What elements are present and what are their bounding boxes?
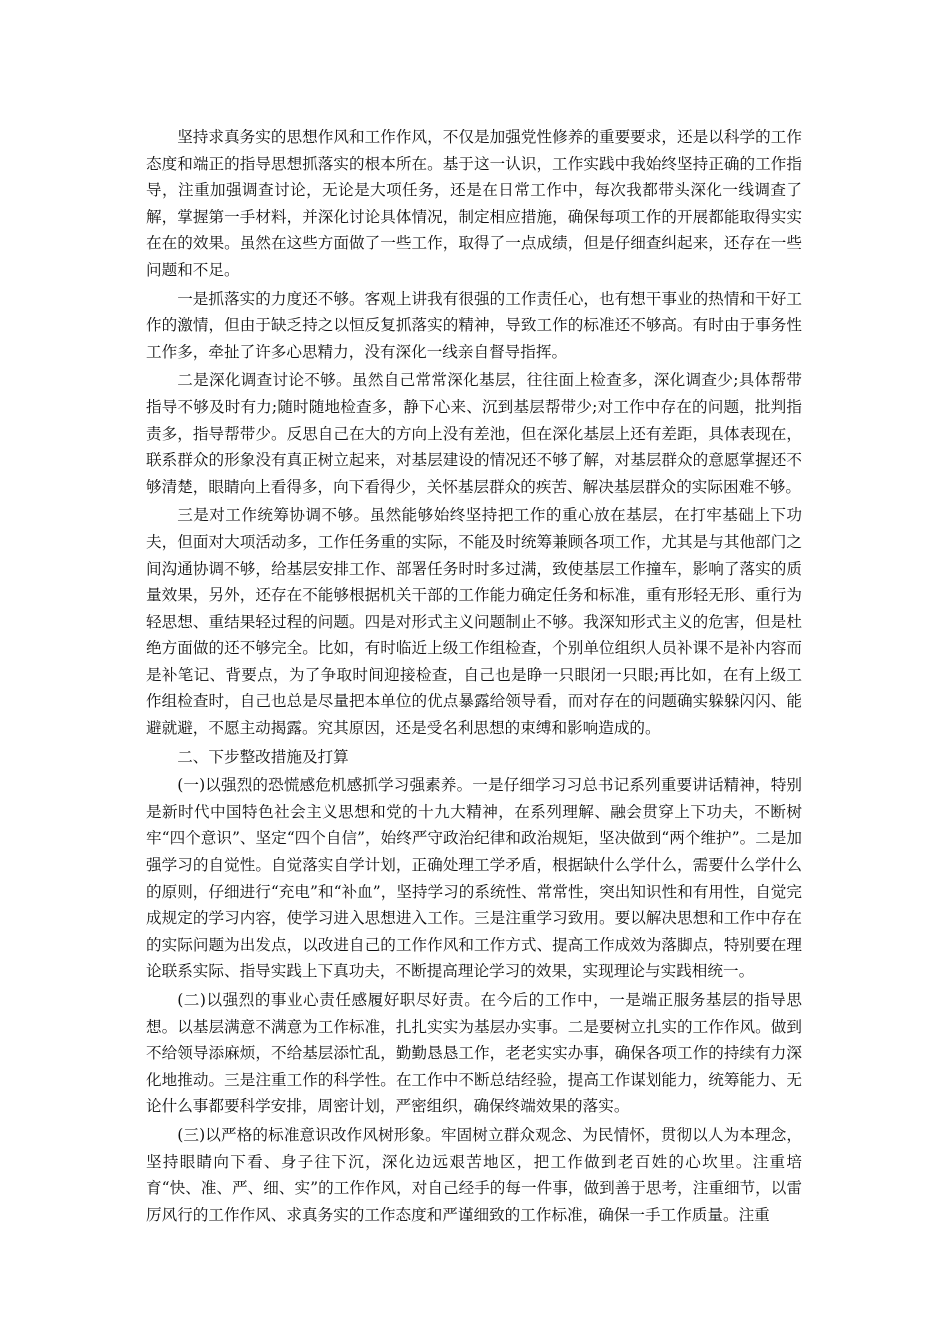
paragraph-measure-1: (一)以强烈的恐慌感危机感抓学习强素养。一是仔细学习习总书记系列重要讲话精神，特别是新时代中国特色社会主义思想和党的十九大精神，在系列理解、融会贯穿上下功夫，不断树牢“四个意识”、坚定“四个自信”，始终严守政治纪律和政治规矩，坚决做到“两个维护”。二是加强学习的自觉性。自觉落实自学计划，正确处理工学矛盾，根据缺什么学什么，需要什么学什么的原则，仔细进行“充电”和“补血”，坚持学习的系统性、常常性，突出知识性和有用性，自觉完成规定的学习内容，使学习进入思想进入工作。三是注重学习致用。要以解决思想和工作中存在的实际问题为出发点，以改进自己的工作作风和工作方式、提高工作成效为落脚点，特别要在理论联系实际、指导实践上下真功夫，不断提高理论学习的效果，实现理论与实践相统一。 <box>146 776 802 981</box>
paragraph-measure-3: (三)以严格的标准意识改作风树形象。牢固树立群众观念、为民情怀，贯彻以人为本理念，坚持眼睛向下看、身子往下沉，深化边远艰苦地区，把工作做到老百姓的心坎里。注重培育“快、准、严、细、实”的工作作风，对自己经手的每一件事，做到善于思考，注重细节，以雷厉风行的工作作风、求真务实的工作态度和严谨细致的工作标准，确保一手工作质量。注重 <box>146 1125 802 1224</box>
section-heading: 二、下步整改措施及打算 <box>177 747 349 766</box>
document-body <box>146 124 802 1228</box>
paragraph-problem-1: 一是抓落实的力度还不够。客观上讲我有很强的工作责任心，也有想干事业的热情和干好工作的激情，但由于缺乏持之以恒反复抓落实的精神，导致工作的标准还不够高。有时由于事务性工作多，牵扯了许多心思精力，没有深化一线亲自督导指挥。 <box>146 289 802 361</box>
paragraph-problem-2: 二是深化调查讨论不够。虽然自己常常深化基层，往往面上检查多，深化调查少;具体帮带指导不够及时有力;随时随地检查多，静下心来、沉到基层帮带少;对工作中存在的问题，批判指责多，指导帮带少。反思自己在大的方向上没有差池，但在深化基层上还有差距，具体表现在，联系群众的形象没有真正树立起来，对基层建设的情况还不够了解，对基层群众的意愿掌握还不够清楚，眼睛向上看得多，向下看得少，关怀基层群众的疾苦、解决基层群众的实际困难不够。 <box>146 371 802 496</box>
paragraph-problem-3: 三是对工作统筹协调不够。虽然能够始终坚持把工作的重心放在基层，在打牢基础上下功夫，但面对大项活动多，工作任务重的实际，不能及时统筹兼顾各项工作，尤其是与其他部门之间沟通协调不够，给基层安排工作、部署任务时时多过满，致使基层工作撞车，影响了落实的质量效果，另外，还存在不能够根据机关干部的工作能力确定任务和标准，重有形轻无形、重行为轻思想、重结果轻过程的问题。四是对形式主义问题制止不够。我深知形式主义的危害，但是杜绝方面做的还不够完全。比如，有时临近上级工作组检查，个别单位组织人员补课不是补内容而是补笔记、背要点，为了争取时间迎接检查，自己也是睁一只眼闭一只眼;再比如，在有上级工作组检查时，自己也总是尽量把本单位的优点暴露给领导看，而对存在的问题确实躲躲闪闪、能避就避，不愿主动揭露。究其原因，还是受名利思想的束缚和影响造成的。 <box>146 506 802 738</box>
paragraph-intro: 坚持求真务实的思想作风和工作作风，不仅是加强党性修养的重要要求，还是以科学的工作态度和端正的指导思想抓落实的根本所在。基于这一认识，工作实践中我始终坚持正确的工作指导，注重加强调查讨论，无论是大项任务，还是在日常工作中，每次我都带头深化一线调查了解，掌握第一手材料，并深化讨论具体情况，制定相应措施，确保每项工作的开展都能取得实实在在的效果。虽然在这些方面做了一些工作，取得了一点成绩，但是仔细查纠起来，还存在一些问题和不足。 <box>146 128 802 279</box>
paragraph-measure-2: (二)以强烈的事业心责任感履好职尽好责。在今后的工作中，一是端正服务基层的指导思想。以基层满意不满意为工作标准，扎扎实实为基层办实事。二是要树立扎实的工作作风。做到不给领导添麻烦，不给基层添忙乱，勤勤恳恳工作，老老实实办事，确保各项工作的持续有力深化地推动。三是注重工作的科学性。在工作中不断总结经验，提高工作谋划能力，统筹能力、无论什么事都要科学安排，周密计划，严密组织，确保终端效果的落实。 <box>146 991 802 1116</box>
